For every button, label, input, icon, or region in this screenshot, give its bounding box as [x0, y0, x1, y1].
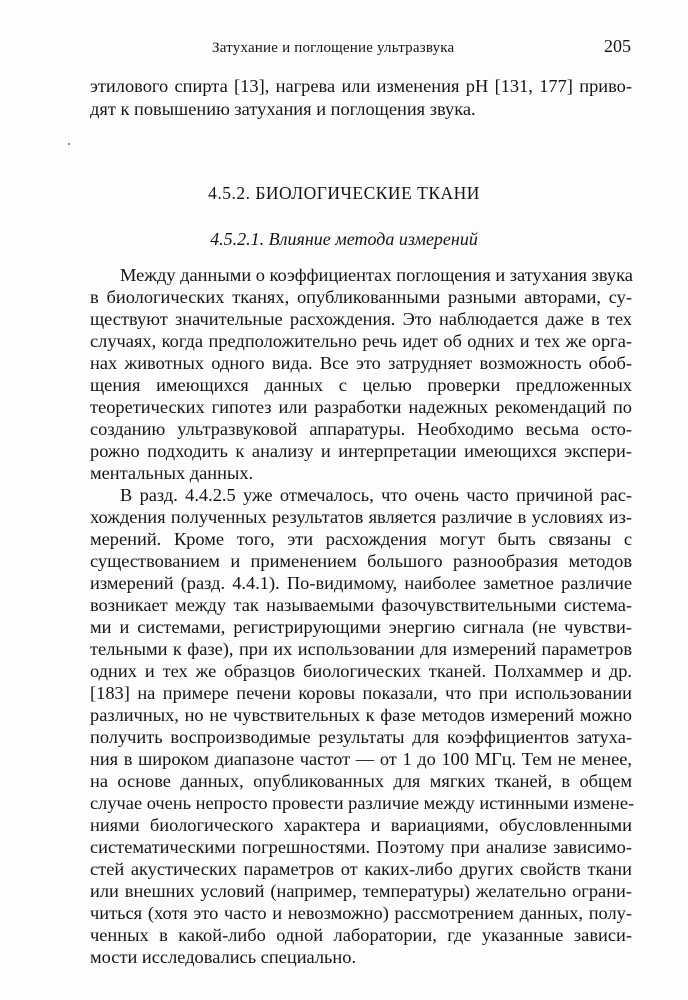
paragraph-line: ментальных данных.	[90, 463, 254, 483]
paragraph-line: существованием и применением большого разнообразия методов	[90, 551, 632, 571]
paragraph-line: В разд. 4.4.2.5 уже отмечалось, что очень часто причиной рас-	[120, 485, 632, 505]
paragraph-line: различных, но не чувствительных к фазе методов измерений можно	[90, 705, 632, 725]
subsection-heading: 4.5.2.1. Влияние метода измерений	[210, 229, 478, 249]
paragraph-line: читься (хотя это часто и невозможно) рассмотрением данных, полу-	[90, 903, 632, 923]
paragraph-line: хождения полученных результатов является различие в условиях из-	[90, 507, 632, 527]
paragraph-line: систематическими погрешностями. Поэтому при анализе зависимо-	[90, 837, 632, 857]
paragraph-line: ниями биологического характера и вариациями, обусловленными	[90, 815, 632, 835]
paragraph-line: Между данными о коэффициентах поглощения и затухания звука	[120, 265, 633, 285]
paragraph-line: рожно подходить к анализу и интерпретации имеющихся экспери-	[90, 441, 632, 461]
paragraph-line: ми и системами, регистрирующими энергию сигнала (не чувстви-	[90, 617, 632, 637]
paragraph-line: ния в широком диапазоне частот — от 1 до 100 МГц. Тем не менее,	[90, 749, 632, 769]
paragraph-line: мерений. Кроме того, эти расхождения могут быть связаны с	[90, 529, 632, 549]
paragraph-line: случаях, когда предположительно речь идет об одних и тех же орга-	[90, 331, 632, 351]
paragraph-line: стей акустических параметров от каких-либо других свойств ткани	[90, 859, 632, 879]
paragraph-line: ществуют значительные расхождения. Это наблюдается даже в тех	[90, 309, 632, 329]
continuation-line: дят к повышению затухания и поглощения звука.	[90, 99, 476, 119]
paragraph-line: нах животных одного вида. Все это затрудняет возможность обоб-	[90, 353, 632, 373]
print-speck	[68, 143, 70, 145]
paragraph-line: возникает между так называемыми фазочувствительными система-	[90, 595, 632, 615]
paragraph-line: тельными к фазе), при их использовании для измерений параметров	[90, 639, 632, 659]
paragraph-line: ченных в какой-либо одной лаборатории, где указанные зависи-	[90, 925, 632, 945]
running-head: Затухание и поглощение ультразвука	[212, 40, 455, 56]
paragraph-line: мости исследовались специально.	[90, 947, 357, 967]
continuation-line: этилового спирта [13], нагрева или изменения pH [131, 177] приво-	[90, 76, 632, 96]
paragraph-line: [183] на примере печени коровы показали, что при использовании	[90, 683, 632, 703]
section-heading: 4.5.2. БИОЛОГИЧЕСКИЕ ТКАНИ	[208, 183, 480, 203]
paragraph-line: созданию ультразвуковой аппаратуры. Необходимо весьма осто-	[90, 419, 632, 439]
paragraph-line: на основе данных, опубликованных для мягких тканей, в общем	[90, 771, 632, 791]
paragraph-line: или внешних условий (например, температуры) желательно ограни-	[90, 881, 632, 901]
paragraph-line: случае очень непросто провести различие между истинными измене-	[90, 793, 635, 813]
page-number: 205	[604, 36, 631, 56]
paragraph-line: щения имеющихся данных с целью проверки предложенных	[90, 375, 632, 395]
paragraph-line: измерений (разд. 4.4.1). По-видимому, наиболее заметное различие	[90, 573, 632, 593]
paragraph-line: теоретических гипотез или разработки надежных рекомендаций по	[90, 397, 632, 417]
paragraph-line: получить воспроизводимые результаты для коэффициентов затуха-	[90, 727, 632, 747]
paragraph-line: в биологических тканях, опубликованными разными авторами, су-	[90, 287, 632, 307]
paragraph-line: одних и тех же образцов биологических тканей. Полхаммер и др.	[90, 661, 632, 681]
